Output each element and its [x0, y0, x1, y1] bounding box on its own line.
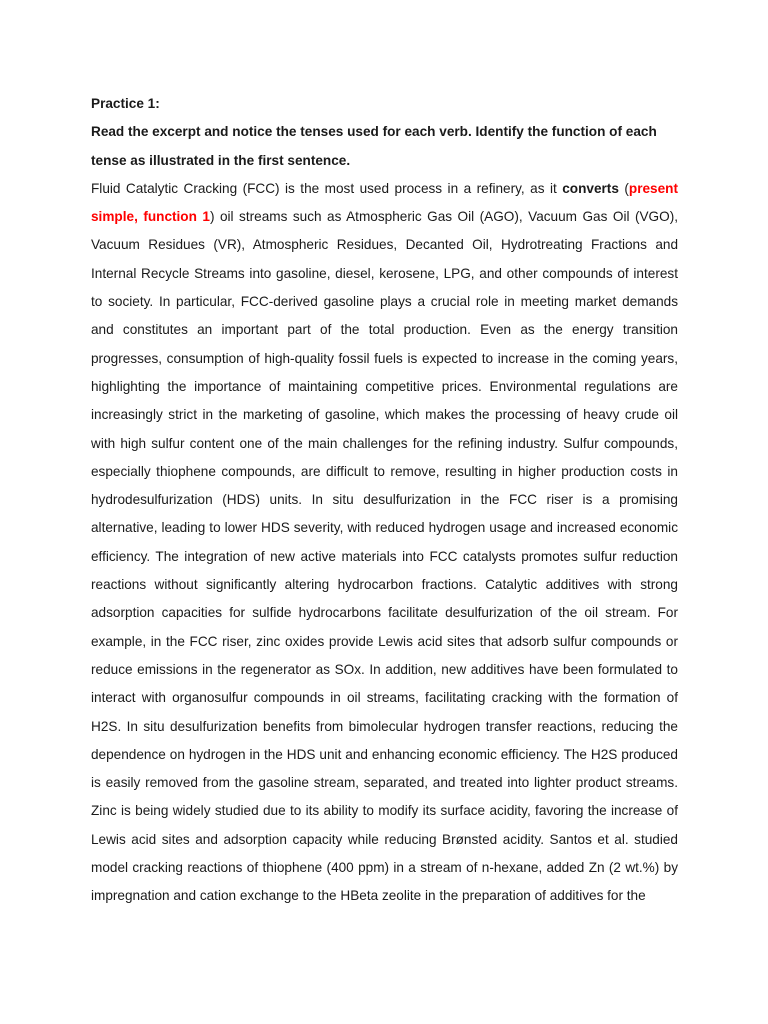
tense-annotation: present simple, function 1: [91, 180, 678, 225]
instructions-text: Read the excerpt and notice the tenses used for each verb. Identify the function of each tense as illustrated in the first sentence.: [91, 124, 657, 168]
practice-heading: Practice 1:: [91, 96, 160, 111]
excerpt-lead: Fluid Catalytic Cracking (FCC) is the most used process in a refinery, as it: [91, 180, 563, 196]
annotation-open-paren: (: [618, 180, 629, 196]
document-page: [91, 90, 678, 911]
annotation-close-paren: ): [209, 209, 215, 225]
excerpt-paragraph: [91, 175, 678, 911]
highlighted-verb: converts: [562, 180, 619, 196]
excerpt-body: oil streams such as Atmospheric Gas Oil (AGO), Vacuum Gas Oil (VGO), Vacuum Residues (VR), Atmospheric Residues, Decanted Oil, Hydrotreating Fractions and Internal Recycle Streams into gasoline, diesel, kerosene, LPG, and other compounds of interest to society. In particular, FCC-derived gasoline plays a crucial role in meeting market demands and constitutes an important part of the total production. Even as the energy transition progresses, consumption of high-quality fossil fuels is expected to increase in the coming years, highlighting the importance of maintaining competitive prices. Environmental regulations are increasingly strict in the marketing of gasoline, which makes the processing of heavy crude oil with high sulfur content one of the main challenges for the refining industry. Sulfur compounds, especially thiophene compounds, are difficult to remove, resulting in higher production costs in hydrodesulfurization (HDS) units. In situ desulfurization in the FCC riser is a promising alternative, leading to lower HDS severity, with reduced hydrogen usage and increased economic efficiency. The integration of new active materials into FCC catalysts promotes sulfur reduction reactions without significantly altering hydrocarbon fractions. Catalytic additives with strong adsorption capacities for sulfide hydrocarbons facilitate desulfurization of the oil stream. For example, in the FCC riser, zinc oxides provide Lewis acid sites that adsorb sulfur compounds or reduce emissions in the regenerator as SOx. In addition, new additives have been formulated to interact with organosulfur compounds in oil streams, facilitating cracking with the formation of H2S. In situ desulfurization benefits from bimolecular hydrogen transfer reactions, reducing the dependence on hydrogen in the HDS unit and enhancing economic efficiency. The H2S produced is easily removed from the gasoline stream, separated, and treated into lighter product streams. Zinc is being widely studied due to its ability to modify its surface acidity, favoring the increase of Lewis acid sites and adsorption capacity while reducing Brønsted acidity. Santos et al. studied model cracking reactions of thiophene (400 ppm) in a stream of n-hexane, added Zn (2 wt.%) by impregnation and cation exchange to the HBeta zeolite in the preparation of additives for the: [91, 209, 678, 904]
